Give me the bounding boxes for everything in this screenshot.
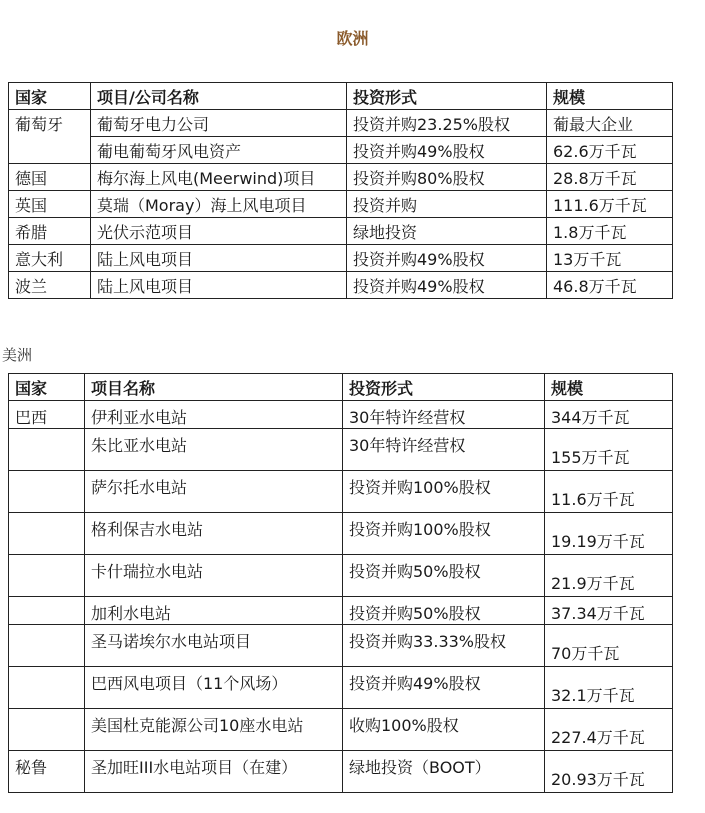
country-cell bbox=[9, 597, 85, 625]
table-row bbox=[9, 137, 673, 164]
europe-investment-table bbox=[8, 82, 673, 299]
table-row bbox=[9, 751, 673, 793]
project-cell: 陆上风电项目 bbox=[91, 245, 347, 272]
investment-cell: 投资并购100%股权 bbox=[343, 513, 545, 555]
project-cell: 卡什瑞拉水电站 bbox=[85, 555, 343, 597]
americas-section-title: 美洲 bbox=[2, 346, 33, 364]
investment-cell: 投资并购49%股权 bbox=[347, 272, 547, 299]
scale-cell: 28.8万千瓦 bbox=[547, 164, 673, 191]
americas-investment-table bbox=[8, 373, 673, 793]
project-cell: 伊利亚水电站 bbox=[85, 401, 343, 429]
investment-cell: 投资并购49%股权 bbox=[343, 667, 545, 709]
table-row bbox=[9, 245, 673, 272]
country-cell bbox=[9, 667, 85, 709]
project-cell: 圣马诺埃尔水电站项目 bbox=[85, 625, 343, 667]
country-cell bbox=[9, 429, 85, 471]
project-cell: 梅尔海上风电(Meerwind)项目 bbox=[91, 164, 347, 191]
header-project: 项目/公司名称 bbox=[91, 83, 347, 110]
country-cell: 秘鲁 bbox=[9, 751, 85, 793]
scale-cell: 1.8万千瓦 bbox=[547, 218, 673, 245]
table-row bbox=[9, 709, 673, 751]
scale-cell: 37.34万千瓦 bbox=[545, 597, 673, 625]
country-cell bbox=[9, 555, 85, 597]
country-cell: 英国 bbox=[9, 191, 91, 218]
project-cell: 朱比亚水电站 bbox=[85, 429, 343, 471]
table-row bbox=[9, 471, 673, 513]
country-cell: 葡萄牙 bbox=[9, 110, 91, 137]
table-header-row bbox=[9, 83, 673, 110]
investment-cell: 绿地投资（BOOT） bbox=[343, 751, 545, 793]
scale-cell: 葡最大企业 bbox=[547, 110, 673, 137]
scale-cell: 20.93万千瓦 bbox=[545, 751, 673, 793]
investment-cell: 绿地投资 bbox=[347, 218, 547, 245]
project-cell: 格利保吉水电站 bbox=[85, 513, 343, 555]
table-row bbox=[9, 555, 673, 597]
table-row bbox=[9, 191, 673, 218]
header-investment-form: 投资形式 bbox=[343, 374, 545, 401]
table-row bbox=[9, 597, 673, 625]
country-cell bbox=[9, 625, 85, 667]
table-row bbox=[9, 401, 673, 429]
country-cell: 希腊 bbox=[9, 218, 91, 245]
investment-cell: 投资并购23.25%股权 bbox=[347, 110, 547, 137]
project-cell: 光伏示范项目 bbox=[91, 218, 347, 245]
project-cell: 加利水电站 bbox=[85, 597, 343, 625]
table-row bbox=[9, 218, 673, 245]
investment-cell: 30年特许经营权 bbox=[343, 429, 545, 471]
scale-cell: 227.4万千瓦 bbox=[545, 709, 673, 751]
investment-cell: 30年特许经营权 bbox=[343, 401, 545, 429]
country-cell: 波兰 bbox=[9, 272, 91, 299]
project-cell: 陆上风电项目 bbox=[91, 272, 347, 299]
table-row bbox=[9, 667, 673, 709]
investment-cell: 投资并购80%股权 bbox=[347, 164, 547, 191]
header-country: 国家 bbox=[9, 83, 91, 110]
scale-cell: 11.6万千瓦 bbox=[545, 471, 673, 513]
country-cell: 意大利 bbox=[9, 245, 91, 272]
scale-cell: 344万千瓦 bbox=[545, 401, 673, 429]
project-cell: 美国杜克能源公司10座水电站 bbox=[85, 709, 343, 751]
header-project: 项目名称 bbox=[85, 374, 343, 401]
country-cell bbox=[9, 137, 91, 164]
country-cell: 巴西 bbox=[9, 401, 85, 429]
investment-cell: 投资并购33.33%股权 bbox=[343, 625, 545, 667]
scale-cell: 46.8万千瓦 bbox=[547, 272, 673, 299]
scale-cell: 13万千瓦 bbox=[547, 245, 673, 272]
table-row bbox=[9, 272, 673, 299]
scale-cell: 19.19万千瓦 bbox=[545, 513, 673, 555]
table-row bbox=[9, 429, 673, 471]
table-header-row bbox=[9, 374, 673, 401]
header-country: 国家 bbox=[9, 374, 85, 401]
investment-cell: 投资并购49%股权 bbox=[347, 137, 547, 164]
project-cell: 莫瑞（Moray）海上风电项目 bbox=[91, 191, 347, 218]
table-row bbox=[9, 164, 673, 191]
investment-cell: 投资并购 bbox=[347, 191, 547, 218]
header-scale: 规模 bbox=[547, 83, 673, 110]
scale-cell: 111.6万千瓦 bbox=[547, 191, 673, 218]
table-row bbox=[9, 110, 673, 137]
project-cell: 圣加旺III水电站项目（在建） bbox=[85, 751, 343, 793]
investment-cell: 收购100%股权 bbox=[343, 709, 545, 751]
table-row bbox=[9, 625, 673, 667]
table-row bbox=[9, 513, 673, 555]
scale-cell: 32.1万千瓦 bbox=[545, 667, 673, 709]
header-scale: 规模 bbox=[545, 374, 673, 401]
investment-cell: 投资并购50%股权 bbox=[343, 597, 545, 625]
scale-cell: 70万千瓦 bbox=[545, 625, 673, 667]
project-cell: 巴西风电项目（11个风场） bbox=[85, 667, 343, 709]
project-cell: 萨尔托水电站 bbox=[85, 471, 343, 513]
country-cell bbox=[9, 709, 85, 751]
header-investment-form: 投资形式 bbox=[347, 83, 547, 110]
project-cell: 葡电葡萄牙风电资产 bbox=[91, 137, 347, 164]
country-cell bbox=[9, 471, 85, 513]
scale-cell: 62.6万千瓦 bbox=[547, 137, 673, 164]
europe-section-title: 欧洲 bbox=[336, 29, 369, 48]
country-cell: 德国 bbox=[9, 164, 91, 191]
investment-cell: 投资并购100%股权 bbox=[343, 471, 545, 513]
investment-cell: 投资并购49%股权 bbox=[347, 245, 547, 272]
country-cell bbox=[9, 513, 85, 555]
scale-cell: 21.9万千瓦 bbox=[545, 555, 673, 597]
project-cell: 葡萄牙电力公司 bbox=[91, 110, 347, 137]
investment-cell: 投资并购50%股权 bbox=[343, 555, 545, 597]
scale-cell: 155万千瓦 bbox=[545, 429, 673, 471]
